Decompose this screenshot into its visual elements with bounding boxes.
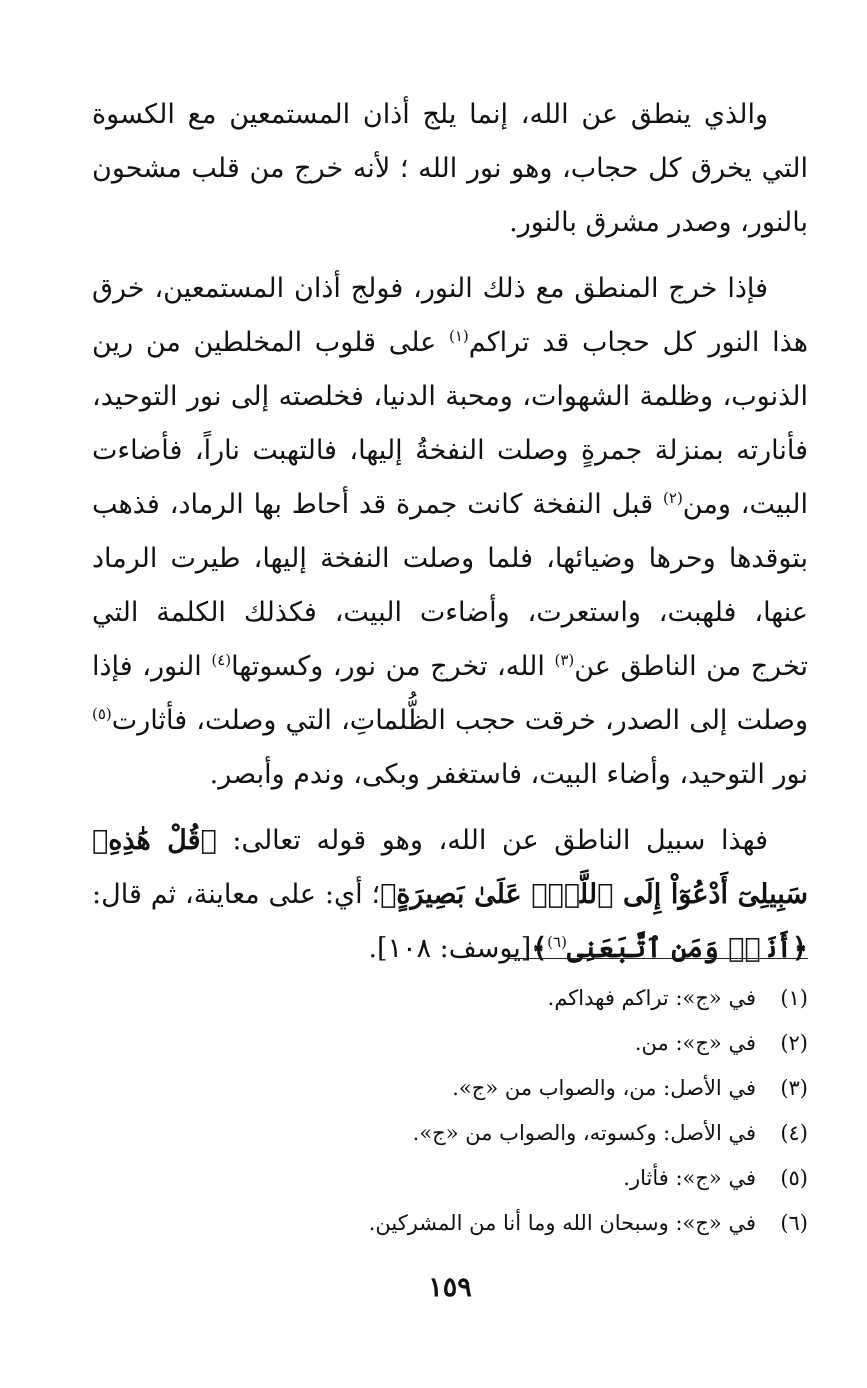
footnote-reference: (٣) <box>554 651 575 669</box>
footnote-separator <box>508 958 808 959</box>
footnotes-list <box>92 976 808 1246</box>
text-segment: فهذا سبيل الناطق عن الله، وهو قوله تعالى: <box>216 825 769 856</box>
page-number: ١٥٩ <box>428 1272 472 1303</box>
footnote <box>92 1156 808 1201</box>
footnote-text: في «ج»: فأثار. <box>623 1166 756 1190</box>
footnote-number: (٤) <box>780 1121 808 1145</box>
footnote <box>92 1111 808 1156</box>
main-text <box>92 88 808 976</box>
text-segment: النور، فإذا وصلت إلى الصدر، خرقت حجب الظُّلماتِ، التي وصلت، فأثارت <box>92 651 808 736</box>
text-segment: فإذا خرج المنطق مع ذلك النور، فولج أذان المستمعين، خرق هذا النور كل حجاب قد تراكم <box>92 273 808 358</box>
text-segment: ؛ أي: على معاينة، ثم قال: <box>92 879 381 910</box>
footnote-number: (١) <box>780 986 808 1010</box>
text-segment: الله، تخرج من نور، وكسوتها <box>231 651 555 682</box>
footnote-number: (٦) <box>780 1211 808 1235</box>
footnote <box>92 976 808 1021</box>
paragraph <box>92 262 808 802</box>
paragraph <box>92 814 808 976</box>
footnote-text: في الأصل: من، والصواب من «ج». <box>452 1076 756 1100</box>
quran-verse: ﴾ <box>531 933 548 964</box>
footnote <box>92 1201 808 1246</box>
footnote-text: في الأصل: وكسوته، والصواب من «ج». <box>412 1121 756 1145</box>
footnote-number: (٥) <box>780 1166 808 1190</box>
footnote-reference: (٤) <box>211 651 232 669</box>
footnote-text: في «ج»: تراكم فهداكم. <box>547 986 756 1010</box>
quran-verse: ﴿قُلْ هَٰذِهِۦ سَبِيلِىٓ أَدْعُوٓاْ إِلَى ٱللَّهِۚ عَلَىٰ بَصِيرَةٍ﴾ <box>92 825 808 910</box>
text-segment: والذي ينطق عن الله، إنما يلج أذان المستمعين مع الكسوة التي يخرق كل حجاب، وهو نور الله ؛ لأنه خرج من قلب مشحون بالنور، وصدر مشرق بالنور. <box>92 99 808 238</box>
footnote-reference: (٢) <box>663 489 683 507</box>
footnote <box>92 1021 808 1066</box>
paragraph <box>92 88 808 250</box>
footnote-reference: (٥) <box>92 705 112 723</box>
footnote-text: في «ج»: وسبحان الله وما أنا من المشركين. <box>368 1211 756 1235</box>
footnote-reference: (٦) <box>547 933 567 951</box>
text-segment: [يوسف: ١٠٨]. <box>368 933 532 964</box>
quran-verse: ﴿أَنَا۠ وَمَنِ ٱتَّبَعَنِى <box>566 933 808 964</box>
footnote-number: (٣) <box>780 1076 808 1100</box>
text-segment: قبل النفخة كانت جمرة قد أحاط بها الرماد، فذهب بتوقدها وحرها وضيائها، فلما وصلت النفخة إليها، طيرت الرماد عنها، فلهبت، واستعرت، وأضاءت البيت، فكذلك الكلمة التي تخرج من الناطق عن <box>92 489 809 682</box>
footnote-text: في «ج»: من. <box>634 1031 756 1055</box>
footnote-reference: (١) <box>449 327 469 345</box>
book-page <box>92 88 808 1328</box>
footnote-number: (٢) <box>780 1031 808 1055</box>
footnote <box>92 1066 808 1111</box>
text-segment: على قلوب المخلطين من رين الذنوب، وظلمة الشهوات، ومحبة الدنيا، فخلصته إلى نور التوحيد، فأنارته بمنزلة جمرةٍ وصلت النفخةُ إليها، فالتهبت ناراً، فأضاءت البيت، ومن <box>92 327 808 520</box>
text-segment: نور التوحيد، وأضاء البيت، فاستغفر وبكى، وندم وأبصر. <box>209 759 808 790</box>
